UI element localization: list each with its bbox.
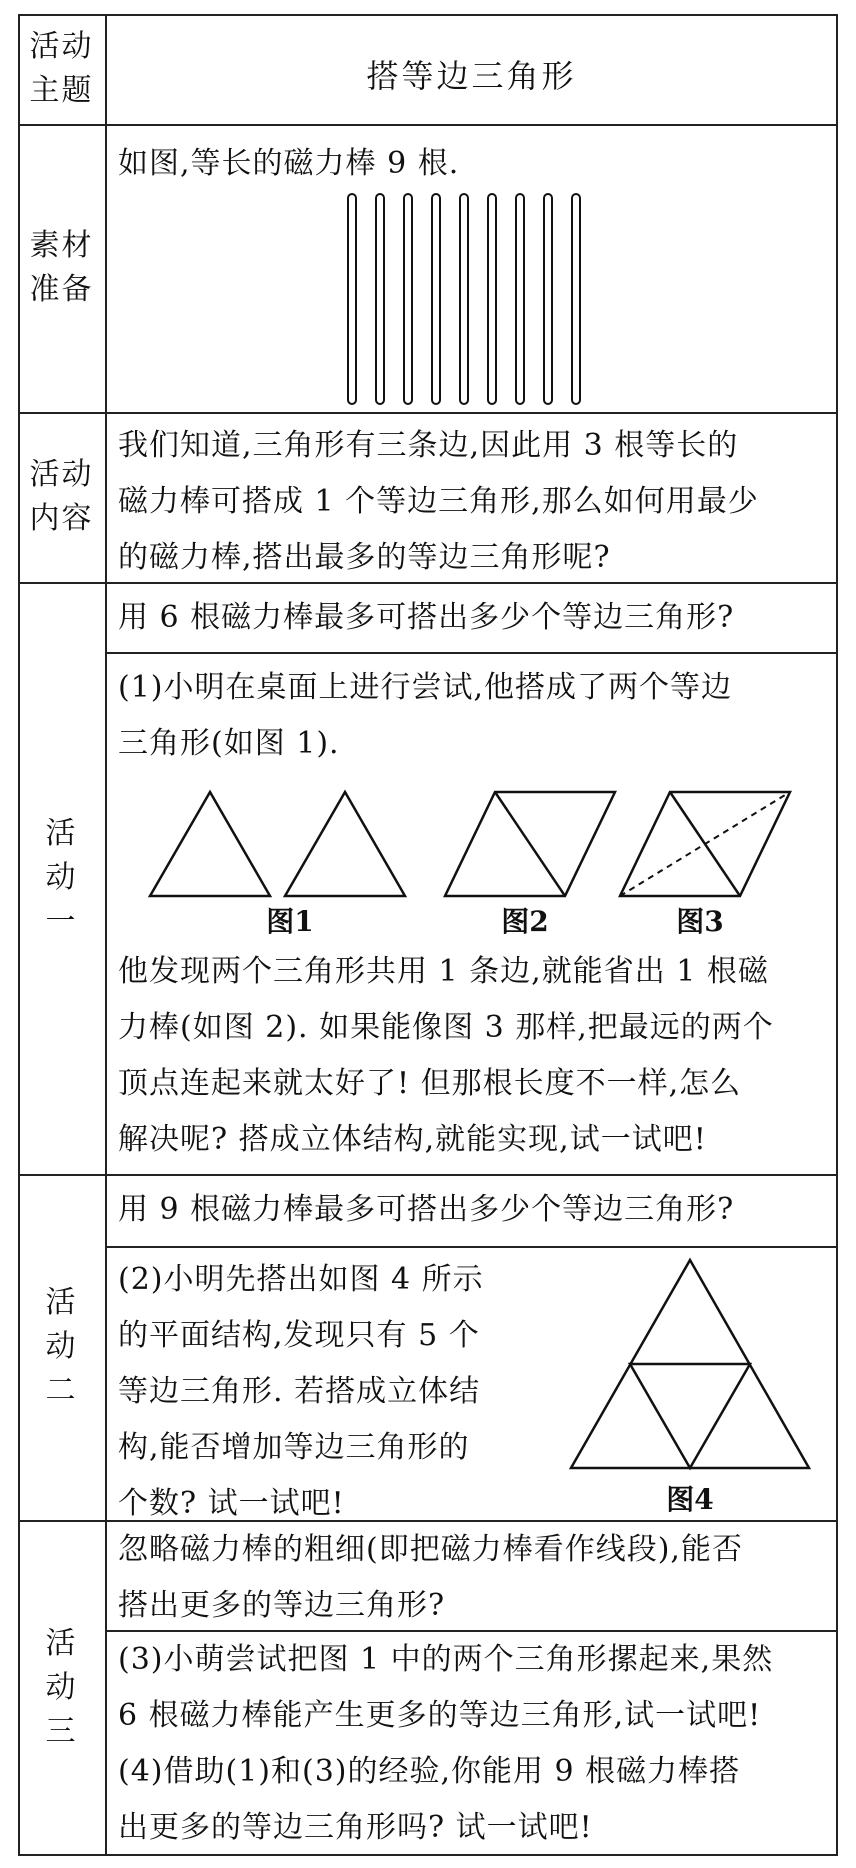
figure-2-shared-edge (495, 792, 565, 896)
label-line: 动 (45, 860, 78, 895)
label-line: 二 (45, 1373, 78, 1408)
text-line: 6 根磁力棒能产生更多的等边三角形,试一试吧! (118, 1698, 762, 1733)
magnetic-stick (376, 194, 384, 404)
text-line: 磁力棒可搭成 1 个等边三角形,那么如何用最少 (118, 484, 759, 519)
activity3-question (118, 1522, 743, 1634)
row-label-materials (18, 124, 105, 412)
text-line: 三角形(如图 1). (118, 726, 340, 761)
activity1-question: 用 6 根磁力棒最多可搭出多少个等边三角形? (118, 600, 735, 635)
text-line: 解决呢? 搭成立体结构,就能实现,试一试吧! (118, 1122, 707, 1157)
text-line: 力棒(如图 2). 如果能像图 3 那样,把最远的两个 (118, 1010, 774, 1045)
row-divider-activity1 (18, 1174, 838, 1176)
magnetic-stick (460, 194, 468, 404)
label-line: 准备 (29, 272, 94, 307)
subrow-divider-activity2 (105, 1246, 838, 1248)
magnetic-stick (432, 194, 440, 404)
magnetic-stick (348, 194, 356, 404)
magnetic-stick (488, 194, 496, 404)
figure-4-inner-triangle (630, 1364, 750, 1468)
label-line: 活动 (29, 457, 94, 492)
materials-text: 如图,等长的磁力棒 9 根. (118, 146, 460, 181)
text-line: 搭出更多的等边三角形? (118, 1588, 446, 1623)
figure-1 (140, 782, 400, 902)
subrow-divider-activity1 (105, 652, 838, 654)
figure-3-caption: 图3 (676, 905, 724, 938)
magnetic-stick (544, 194, 552, 404)
figure-2 (435, 782, 635, 902)
row-divider-theme (18, 124, 838, 126)
magnetic-stick (404, 194, 412, 404)
text-line: 我们知道,三角形有三条边,因此用 3 根等长的 (118, 428, 739, 463)
figure-1-triangle-right (285, 792, 405, 896)
text-line: 的平面结构,发现只有 5 个 (118, 1318, 480, 1353)
figure-3 (610, 782, 810, 902)
label-line: 动 (45, 1329, 78, 1364)
text-line: (4)借助(1)和(3)的经验,你能用 9 根磁力棒搭 (118, 1754, 741, 1789)
text-line: 个数? 试一试吧! (118, 1486, 345, 1521)
row-label-activity3 (18, 1520, 105, 1856)
label-line: 活动 (29, 29, 94, 64)
text-line: (3)小萌尝试把图 1 中的两个三角形摞起来,果然 (118, 1642, 774, 1677)
magnetic-stick (516, 194, 524, 404)
label-line: 素材 (29, 228, 94, 263)
activity1-explanation (118, 944, 774, 1168)
figure-4 (565, 1256, 815, 1476)
row-label-activity2 (18, 1174, 105, 1520)
figure-4-caption: 图4 (666, 1483, 714, 1516)
label-line: 动 (45, 1670, 78, 1705)
text-line: 构,能否增加等边三角形的 (118, 1430, 470, 1465)
label-line: 内容 (29, 501, 94, 536)
row-label-activity1 (18, 582, 105, 1174)
label-line: 活 (45, 1626, 78, 1661)
activity3-steps (118, 1632, 773, 1856)
label-column-divider (105, 14, 107, 1856)
text-line: (2)小明先搭出如图 4 所示 (118, 1262, 484, 1297)
row-label-theme (18, 14, 105, 124)
row-label-content (18, 412, 105, 582)
text-line: 的磁力棒,搭出最多的等边三角形呢? (118, 540, 611, 575)
figure-1-caption: 图1 (266, 905, 314, 938)
figure-1-triangle-left (150, 792, 270, 896)
label-line: 活 (45, 816, 78, 851)
figure-2-caption: 图2 (501, 905, 549, 938)
label-line: 活 (45, 1285, 78, 1320)
label-line: 一 (45, 904, 78, 939)
row-divider-materials (18, 412, 838, 414)
magnetic-stick (572, 194, 580, 404)
text-line: 出更多的等边三角形吗? 试一试吧! (118, 1810, 593, 1845)
activity2-question: 用 9 根磁力棒最多可搭出多少个等边三角形? (118, 1192, 735, 1227)
label-line: 主题 (29, 73, 94, 108)
label-line: 三 (45, 1714, 78, 1749)
text-line: (1)小明在桌面上进行尝试,他搭成了两个等边 (118, 670, 733, 705)
text-line: 忽略磁力棒的粗细(即把磁力棒看作线段),能否 (118, 1532, 743, 1567)
content-text (118, 418, 759, 586)
theme-title: 搭等边三角形 (366, 57, 577, 95)
activity2-step2 (118, 1252, 484, 1532)
magnetic-sticks-figure (340, 192, 610, 408)
text-line: 顶点连起来就太好了! 但那根长度不一样,怎么 (118, 1066, 742, 1101)
text-line: 他发现两个三角形共用 1 条边,就能省出 1 根磁 (118, 954, 769, 989)
activity1-step1 (118, 660, 732, 772)
text-line: 等边三角形. 若搭成立体结 (118, 1374, 481, 1409)
